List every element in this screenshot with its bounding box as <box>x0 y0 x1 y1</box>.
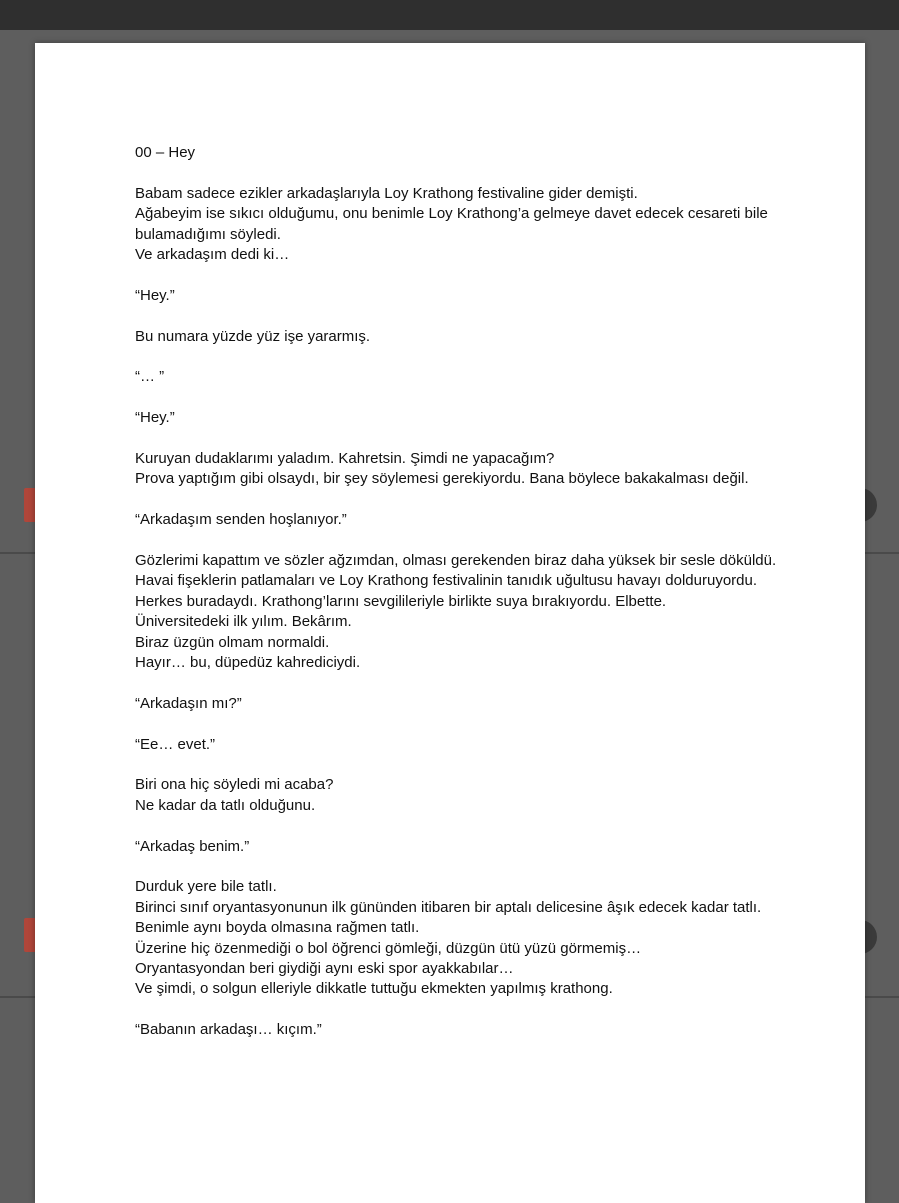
text-line: “Hey.” <box>135 409 175 427</box>
text-line: “… ” <box>135 368 165 386</box>
text-line: Birinci sınıf oryantasyonunun ilk gününden itibaren bir aptalı delicesine âşık edecek kadar tatlı. <box>135 898 762 916</box>
paragraph <box>135 449 785 490</box>
chapter-title <box>135 143 785 163</box>
text-line: 00 – Hey <box>135 144 196 161</box>
text-line: Durduk yere bile tatlı. <box>135 878 277 896</box>
document-body <box>135 143 785 1061</box>
paragraph <box>135 735 785 755</box>
paragraph <box>135 551 785 673</box>
text-line: Havai fişeklerin patlamaları ve Loy Krathong festivalinin tanıdık uğultusu havayı dolduruyordu. <box>135 572 758 590</box>
paragraph <box>135 367 785 387</box>
text-line: Biri ona hiç söyledi mi acaba? <box>135 776 334 794</box>
text-line: Ağabeyim ise sıkıcı olduğumu, onu benimle Loy Krathong’a gelmeye davet edecek cesareti bile bulamadığımı söyledi. <box>135 205 768 243</box>
paragraph <box>135 694 785 714</box>
text-line: Benimle aynı boyda olmasına rağmen tatlı. <box>135 919 420 937</box>
text-line: Ne kadar da tatlı olduğunu. <box>135 796 316 814</box>
text-line: Gözlerimi kapattım ve sözler ağzımdan, olması gerekenden biraz daha yüksek bir sesle döküldü. <box>135 552 777 569</box>
text-line: Hayır… bu, düpedüz kahrediciydi. <box>135 654 361 672</box>
paragraph <box>135 837 785 857</box>
text-line: Üzerine hiç özenmediği o bol öğrenci gömleği, düzgün ütü yüzü görmemiş… <box>135 939 642 957</box>
paragraph <box>135 327 785 347</box>
text-line: Üniversitedeki ilk yılım. Bekârım. <box>135 613 352 631</box>
paragraph <box>135 1020 785 1040</box>
text-line: Babam sadece ezikler arkadaşlarıyla Loy Krathong festivaline gider demişti. <box>135 184 638 202</box>
text-line: Herkes buradaydı. Krathong’larını sevgilileriyle birlikte suya bırakıyordu. Elbette. <box>135 592 667 610</box>
paragraph <box>135 775 785 816</box>
paragraph <box>135 408 785 428</box>
text-line: “Hey.” <box>135 286 175 304</box>
document-page <box>35 43 865 1203</box>
text-line: Bu numara yüzde yüz işe yararmış. <box>135 327 371 345</box>
paragraph <box>135 877 785 999</box>
text-line: Ve arkadaşım dedi ki… <box>135 246 290 264</box>
text-line: “Arkadaşın mı?” <box>135 694 242 712</box>
paragraph <box>135 184 785 266</box>
text-line: Kuruyan dudaklarımı yaladım. Kahretsin. Şimdi ne yapacağım? <box>135 450 555 467</box>
text-line: “Babanın arkadaşı… kıçım.” <box>135 1021 322 1039</box>
text-line: “Ee… evet.” <box>135 735 216 753</box>
text-line: Oryantasyondan beri giydiği aynı eski spor ayakkabılar… <box>135 960 514 978</box>
paragraph <box>135 510 785 530</box>
viewer-top-bar <box>0 0 899 30</box>
text-line: “Arkadaş benim.” <box>135 837 250 855</box>
text-line: Ve şimdi, o solgun elleriyle dikkatle tuttuğu ekmekten yapılmış krathong. <box>135 980 613 998</box>
text-line: Prova yaptığım gibi olsaydı, bir şey söylemesi gerekiyordu. Bana böylece bakakalması değil. <box>135 470 749 488</box>
paragraph <box>135 286 785 306</box>
text-line: Biraz üzgün olmam normaldi. <box>135 633 330 651</box>
text-line: “Arkadaşım senden hoşlanıyor.” <box>135 511 347 529</box>
